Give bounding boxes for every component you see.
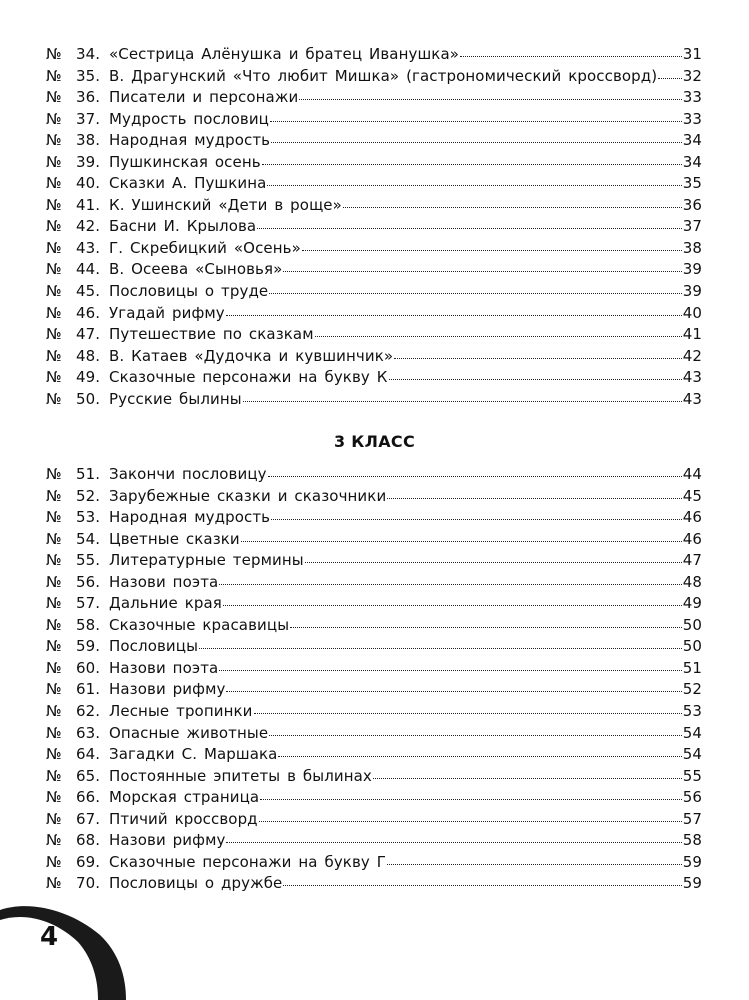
entry-page: 32 xyxy=(682,66,702,85)
entry-number: 60. xyxy=(76,658,101,677)
entry-title: Постоянные эпитеты в былинах xyxy=(109,766,372,785)
toc-entry xyxy=(46,744,702,766)
toc-entry xyxy=(46,109,702,131)
entry-number: 53. xyxy=(76,508,101,527)
entry-page: 39 xyxy=(682,282,702,301)
dot-leader xyxy=(267,184,681,186)
entry-title: Угадай рифму xyxy=(109,303,225,322)
entry-title: Опасные животные xyxy=(109,723,269,742)
entry-number: 55. xyxy=(76,551,101,570)
toc-entry xyxy=(46,701,702,723)
entry-page: 54 xyxy=(682,723,702,742)
entry-page: 48 xyxy=(682,572,702,591)
entry-title: Назови рифму xyxy=(109,680,226,699)
entry-title: Птичий кроссворд xyxy=(109,809,258,828)
dot-leader xyxy=(260,798,682,800)
entry-number-sign: № xyxy=(46,723,62,742)
entry-number-sign: № xyxy=(46,389,62,408)
toc-entry xyxy=(46,389,702,411)
toc-entry xyxy=(46,787,702,809)
dot-leader xyxy=(226,841,681,843)
dot-leader xyxy=(259,820,682,822)
entry-title: Назови поэта xyxy=(109,572,219,591)
entry-number: 40. xyxy=(76,174,101,193)
entry-number-sign: № xyxy=(46,637,62,656)
dot-leader xyxy=(658,77,681,79)
entry-title: Литературные термины xyxy=(109,551,304,570)
entry-number: 65. xyxy=(76,766,101,785)
entry-title: Дальние края xyxy=(109,594,222,613)
entry-number: 41. xyxy=(76,195,101,214)
entry-number-sign: № xyxy=(46,572,62,591)
dot-leader xyxy=(460,55,682,57)
entry-number-sign: № xyxy=(46,615,62,634)
dot-leader xyxy=(271,141,682,143)
entry-title: К. Ушинский «Дети в роще» xyxy=(109,195,342,214)
entry-page: 50 xyxy=(682,637,702,656)
toc-entry xyxy=(46,723,702,745)
entry-page: 45 xyxy=(682,486,702,505)
dot-leader xyxy=(223,604,682,606)
dot-leader xyxy=(241,540,682,542)
entry-number-sign: № xyxy=(46,809,62,828)
entry-number-sign: № xyxy=(46,131,62,150)
toc-entry xyxy=(46,346,702,368)
entry-number: 47. xyxy=(76,325,101,344)
entry-number: 64. xyxy=(76,745,101,764)
entry-page: 42 xyxy=(682,346,702,365)
entry-page: 57 xyxy=(682,809,702,828)
toc-entry xyxy=(46,873,702,895)
entry-title: Лесные тропинки xyxy=(109,702,253,721)
entry-number: 54. xyxy=(76,529,101,548)
entry-page: 59 xyxy=(682,852,702,871)
entry-number-sign: № xyxy=(46,217,62,236)
entry-number: 42. xyxy=(76,217,101,236)
toc-entry xyxy=(46,238,702,260)
entry-number: 46. xyxy=(76,303,101,322)
dot-leader xyxy=(243,400,682,402)
entry-number-sign: № xyxy=(46,174,62,193)
entry-number-sign: № xyxy=(46,680,62,699)
entry-number: 67. xyxy=(76,809,101,828)
dot-leader xyxy=(226,314,682,316)
toc-entry xyxy=(46,809,702,831)
entry-page: 31 xyxy=(682,45,702,63)
entry-number-sign: № xyxy=(46,658,62,677)
entry-number-sign: № xyxy=(46,831,62,850)
entry-number: 70. xyxy=(76,874,101,893)
entry-page: 38 xyxy=(682,238,702,257)
entry-title: Мудрость пословиц xyxy=(109,109,269,128)
toc-entry xyxy=(46,152,702,174)
entry-title: Г. Скребицкий «Осень» xyxy=(109,238,301,257)
entry-title: Сказочные персонажи на букву К xyxy=(109,368,388,387)
corner-decoration xyxy=(0,890,130,1000)
entry-number: 52. xyxy=(76,486,101,505)
entry-title: Сказочные персонажи на букву Г xyxy=(109,852,386,871)
entry-page: 55 xyxy=(682,766,702,785)
entry-number-sign: № xyxy=(46,551,62,570)
entry-page: 51 xyxy=(682,658,702,677)
entry-title: Путешествие по сказкам xyxy=(109,325,314,344)
entry-number: 56. xyxy=(76,572,101,591)
entry-number-sign: № xyxy=(46,260,62,279)
entry-number-sign: № xyxy=(46,88,62,107)
entry-page: 33 xyxy=(682,88,702,107)
entry-number: 61. xyxy=(76,680,101,699)
entry-number: 36. xyxy=(76,88,101,107)
toc-entry xyxy=(46,486,702,508)
entry-page: 36 xyxy=(682,195,702,214)
entry-title: Народная мудрость xyxy=(109,508,271,527)
toc-entry xyxy=(46,658,702,680)
entry-number-sign: № xyxy=(46,702,62,721)
entry-number-sign: № xyxy=(46,766,62,785)
entry-number: 69. xyxy=(76,852,101,871)
entry-number-sign: № xyxy=(46,852,62,871)
entry-page: 34 xyxy=(682,131,702,150)
toc-entry xyxy=(46,303,702,325)
entry-number: 66. xyxy=(76,788,101,807)
toc-entry xyxy=(46,324,702,346)
entry-number-sign: № xyxy=(46,788,62,807)
entry-page: 58 xyxy=(682,831,702,850)
dot-leader xyxy=(270,120,682,122)
entry-number-sign: № xyxy=(46,346,62,365)
dot-leader xyxy=(283,884,681,886)
entry-page: 43 xyxy=(682,389,702,408)
entry-page: 43 xyxy=(682,368,702,387)
toc-entry xyxy=(46,615,702,637)
entry-page: 53 xyxy=(682,702,702,721)
toc-entry xyxy=(46,464,702,486)
entry-number: 44. xyxy=(76,260,101,279)
entry-number-sign: № xyxy=(46,594,62,613)
entry-title: Басни И. Крылова xyxy=(109,217,257,236)
entry-title: «Сестрица Алёнушка и братец Иванушка» xyxy=(109,45,460,63)
entry-page: 35 xyxy=(682,174,702,193)
entry-title: Назови рифму xyxy=(109,831,226,850)
entry-page: 54 xyxy=(682,745,702,764)
entry-number: 35. xyxy=(76,66,101,85)
entry-title: Зарубежные сказки и сказочники xyxy=(109,486,387,505)
section-heading-grade-3: 3 КЛАСС xyxy=(333,432,416,451)
entry-number: 39. xyxy=(76,152,101,171)
entry-title: Русские былины xyxy=(109,389,242,408)
toc-entry xyxy=(46,173,702,195)
entry-title: Морская страница xyxy=(109,788,260,807)
entry-number: 38. xyxy=(76,131,101,150)
toc-entry xyxy=(46,550,702,572)
entry-title: Цветные сказки xyxy=(109,529,240,548)
toc-entry xyxy=(46,679,702,701)
toc-entry xyxy=(46,507,702,529)
dot-leader xyxy=(262,163,682,165)
toc-entry xyxy=(46,852,702,874)
dot-leader xyxy=(343,206,682,208)
entry-page: 33 xyxy=(682,109,702,128)
entry-number-sign: № xyxy=(46,874,62,893)
dot-leader xyxy=(268,475,682,477)
entry-title: Пословицы о дружбе xyxy=(109,874,283,893)
dot-leader xyxy=(373,777,682,779)
entry-number-sign: № xyxy=(46,486,62,505)
entry-number: 62. xyxy=(76,702,101,721)
entry-number: 48. xyxy=(76,346,101,365)
entry-number-sign: № xyxy=(46,465,62,483)
dot-leader xyxy=(271,518,682,520)
dot-leader xyxy=(387,497,681,499)
entry-number-sign: № xyxy=(46,325,62,344)
entry-page: 44 xyxy=(682,465,702,483)
entry-number: 59. xyxy=(76,637,101,656)
entry-page: 39 xyxy=(682,260,702,279)
entry-page: 52 xyxy=(682,680,702,699)
dot-leader xyxy=(302,249,682,251)
entry-page: 50 xyxy=(682,615,702,634)
entry-page: 47 xyxy=(682,551,702,570)
dot-leader xyxy=(219,669,681,671)
entry-number-sign: № xyxy=(46,368,62,387)
entry-number: 34. xyxy=(76,45,101,63)
entry-number-sign: № xyxy=(46,745,62,764)
toc-entry xyxy=(46,572,702,594)
dot-leader xyxy=(269,292,681,294)
entry-page: 46 xyxy=(682,529,702,548)
entry-title: Писатели и персонажи xyxy=(109,88,299,107)
entry-number: 57. xyxy=(76,594,101,613)
page-number: 4 xyxy=(40,922,59,952)
dot-leader xyxy=(269,734,682,736)
entry-number-sign: № xyxy=(46,303,62,322)
dot-leader xyxy=(254,712,682,714)
toc-entry xyxy=(46,281,702,303)
entry-page: 59 xyxy=(682,874,702,893)
entry-number: 45. xyxy=(76,282,101,301)
dot-leader xyxy=(387,863,682,865)
entry-title: В. Осеева «Сыновья» xyxy=(109,260,283,279)
toc-entry xyxy=(46,216,702,238)
entry-number-sign: № xyxy=(46,508,62,527)
dot-leader xyxy=(394,357,682,359)
entry-title: Сказки А. Пушкина xyxy=(109,174,267,193)
entry-title: В. Катаев «Дудочка и кувшинчик» xyxy=(109,346,394,365)
entry-number: 51. xyxy=(76,465,101,483)
toc-list-part-2 xyxy=(46,44,702,410)
entry-title: Пословицы о труде xyxy=(109,282,269,301)
entry-number-sign: № xyxy=(46,529,62,548)
entry-number-sign: № xyxy=(46,195,62,214)
entry-title: Загадки С. Маршака xyxy=(109,745,278,764)
entry-title: Народная мудрость xyxy=(109,131,271,150)
entry-page: 34 xyxy=(682,152,702,171)
toc-entry xyxy=(46,529,702,551)
toc-list-grade-3 xyxy=(46,464,702,895)
entry-title: В. Драгунский «Что любит Мишка» (гастрономический кроссворд) xyxy=(109,66,658,85)
entry-number: 68. xyxy=(76,831,101,850)
entry-title: Пословицы xyxy=(109,637,199,656)
toc-entry xyxy=(46,636,702,658)
entry-number-sign: № xyxy=(46,238,62,257)
entry-page: 46 xyxy=(682,508,702,527)
entry-number: 43. xyxy=(76,238,101,257)
dot-leader xyxy=(299,98,681,100)
entry-title: Закончи пословицу xyxy=(109,465,267,483)
dot-leader xyxy=(290,626,682,628)
dot-leader xyxy=(219,583,681,585)
toc-entry xyxy=(46,259,702,281)
entry-page: 41 xyxy=(682,325,702,344)
entry-number-sign: № xyxy=(46,45,62,63)
dot-leader xyxy=(305,561,682,563)
entry-title: Пушкинская осень xyxy=(109,152,261,171)
dot-leader xyxy=(278,755,681,757)
entry-title: Назови поэта xyxy=(109,658,219,677)
toc-entry xyxy=(46,593,702,615)
toc-entry xyxy=(46,195,702,217)
toc-entry xyxy=(46,44,702,66)
toc-entry xyxy=(46,66,702,88)
dot-leader xyxy=(283,270,681,272)
entry-page: 40 xyxy=(682,303,702,322)
entry-page: 49 xyxy=(682,594,702,613)
entry-number-sign: № xyxy=(46,66,62,85)
entry-page: 37 xyxy=(682,217,702,236)
toc-entry xyxy=(46,87,702,109)
entry-title: Сказочные красавицы xyxy=(109,615,290,634)
dot-leader xyxy=(315,335,682,337)
dot-leader xyxy=(257,227,681,229)
entry-number: 58. xyxy=(76,615,101,634)
entry-number-sign: № xyxy=(46,109,62,128)
entry-page: 56 xyxy=(682,788,702,807)
toc-entry xyxy=(46,830,702,852)
toc-entry xyxy=(46,367,702,389)
dot-leader xyxy=(226,690,681,692)
entry-number-sign: № xyxy=(46,282,62,301)
entry-number: 49. xyxy=(76,368,101,387)
dot-leader xyxy=(389,378,682,380)
entry-number: 37. xyxy=(76,109,101,128)
toc-entry xyxy=(46,766,702,788)
entry-number-sign: № xyxy=(46,152,62,171)
toc-entry xyxy=(46,130,702,152)
entry-number: 50. xyxy=(76,389,101,408)
entry-number: 63. xyxy=(76,723,101,742)
dot-leader xyxy=(199,647,682,649)
